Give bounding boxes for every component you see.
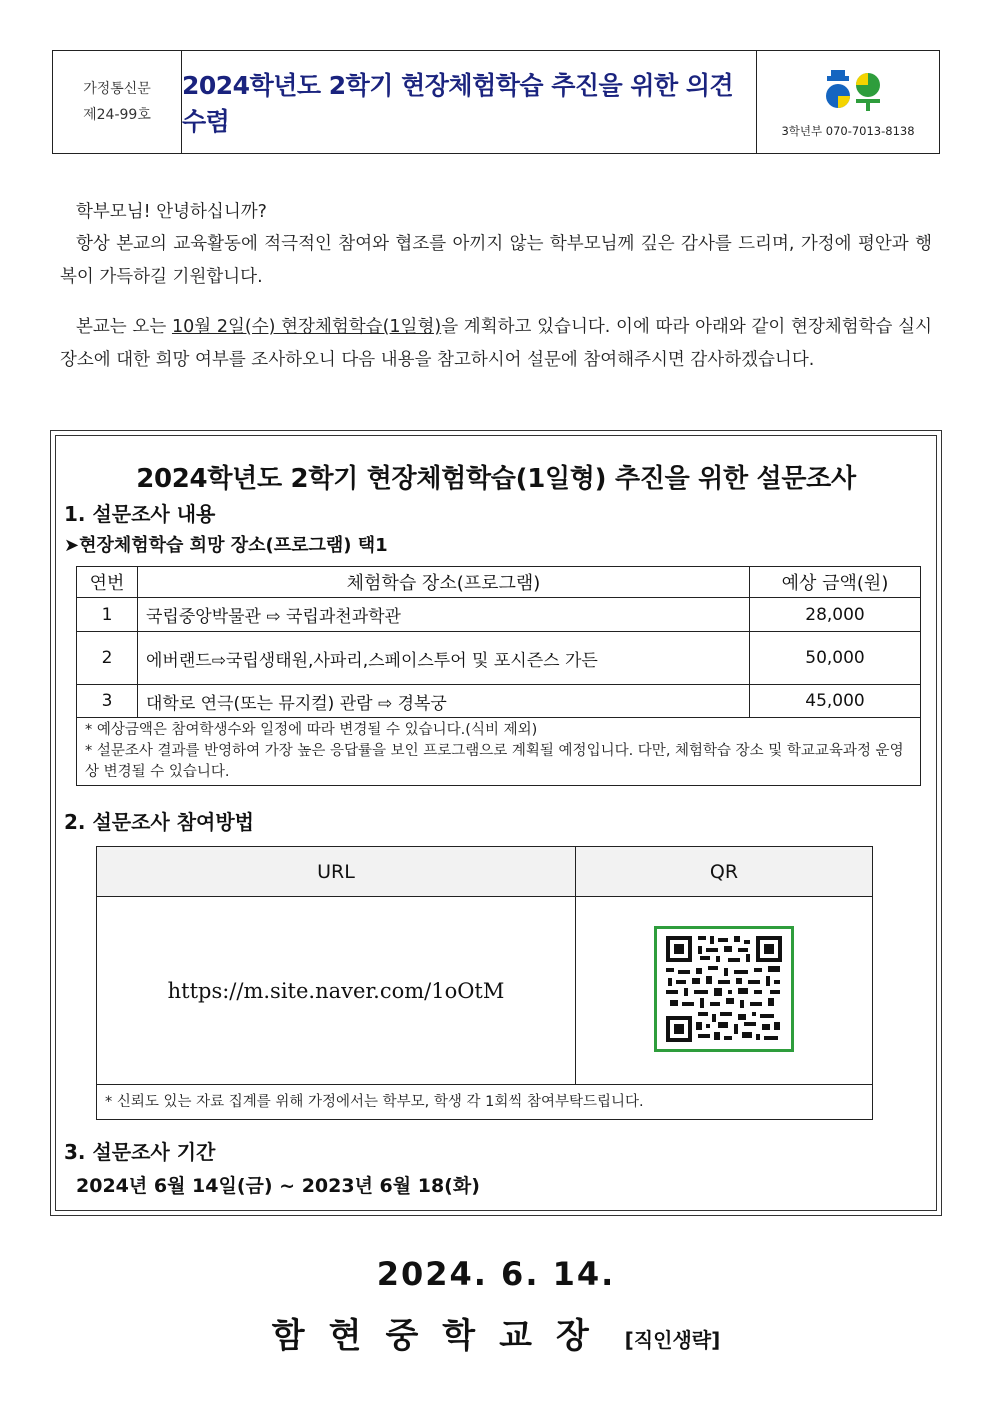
survey-url[interactable]: https://m.site.naver.com/1oOtM — [97, 897, 576, 1085]
issue-date: 2024. 6. 14. — [376, 1255, 616, 1293]
col-qr: QR — [576, 847, 873, 897]
letter-category: 가정통신문 — [83, 81, 151, 97]
col-place: 체험학습 장소(프로그램) — [138, 567, 750, 598]
table-row — [77, 685, 921, 718]
table-row — [77, 598, 921, 632]
table-notes — [77, 718, 921, 786]
qr-code[interactable] — [654, 926, 794, 1052]
participation-table — [96, 846, 873, 1120]
row-place: 국립중앙박물관 ⇨ 국립과천과학관 — [138, 598, 750, 632]
intro-p2-pre: 본교는 오는 — [76, 317, 172, 337]
qr-cell — [576, 897, 873, 1085]
event-date: 10월 2일(수) 현장체험학습(1일형) — [171, 317, 442, 337]
survey-inner — [55, 435, 937, 1211]
participation-note: * 신뢰도 있는 자료 집계를 위해 가정에서는 학부모, 학생 각 1회씩 참여부탁드립니다. — [97, 1085, 873, 1120]
survey-title: 2024학년도 2학기 현장체험학습(1일형) 추진을 위한 설문조사 — [136, 464, 856, 494]
participation-note-row — [97, 1085, 873, 1120]
contact-info: 3학년부 070-7013-8138 — [781, 124, 915, 138]
letter-header — [52, 50, 940, 154]
letter-number: 제24-99호 — [83, 107, 151, 123]
school-logo-area — [757, 51, 939, 153]
row-no: 1 — [77, 598, 138, 632]
section-3-heading: 3. 설문조사 기간 — [64, 1140, 216, 1164]
greeting: 학부모님! 안녕하십니까? — [76, 202, 267, 222]
table-notes-row — [77, 718, 921, 786]
intro-paragraph-1: 항상 본교의 교육활동에 적극적인 참여와 협조를 아끼지 않는 학부모님께 깊은 감사를 드리며, 가정에 평안과 행복이 가득하길 기원합니다. — [60, 234, 932, 287]
row-cost: 28,000 — [750, 598, 921, 632]
participation-row — [97, 897, 873, 1085]
section-1-heading: 1. 설문조사 내용 — [64, 502, 216, 526]
participation-header-row — [97, 847, 873, 897]
table-header-row — [77, 567, 921, 598]
note-cost: * 예상금액은 참여학생수와 일정에 따라 변경될 수 있습니다.(식비 제외) — [85, 722, 538, 738]
intro-p2-post: 을 계획하고 있습니다. 이에 따라 아래와 같이 현장체험학습 실시 장소에 대한 희망 여부를 조사하오니 다음 내용을 참고하시어 설문에 참여해주시면 감사하겠습니다. — [60, 317, 932, 370]
survey-period: 2024년 6월 14일(금) ~ 2023년 6월 18(화) — [76, 1175, 480, 1197]
col-url: URL — [97, 847, 576, 897]
row-no: 3 — [77, 685, 138, 718]
program-choice-heading: ➤현장체험학습 희망 장소(프로그램) 택1 — [64, 535, 388, 556]
survey-box — [50, 430, 942, 1216]
section-2-heading: 2. 설문조사 참여방법 — [64, 810, 254, 834]
intro-paragraph-2 — [60, 311, 932, 377]
signer-name: 함현중학교장 — [271, 1316, 613, 1356]
row-no: 2 — [77, 632, 138, 685]
program-table — [76, 566, 921, 786]
row-place: 대학로 연극(또는 뮤지컬) 관람 ⇨ 경복궁 — [138, 685, 750, 718]
note-program: * 설문조사 결과를 반영하여 가장 높은 응답률을 보인 프로그램으로 계획될 예정입니다. 다만, 체험학습 장소 및 학교교육과정 운영상 변경될 수 있습니다. — [85, 743, 904, 780]
page-title: 2024학년도 2학기 현장체험학습 추진을 위한 의견수렴 — [182, 51, 757, 153]
school-logo — [823, 69, 887, 113]
letter-id — [53, 51, 182, 153]
seal-note: [직인생략] — [624, 1328, 721, 1352]
row-cost: 45,000 — [750, 685, 921, 718]
table-row — [77, 632, 921, 685]
signature-line — [0, 1308, 992, 1357]
col-cost: 예상 금액(원) — [750, 567, 921, 598]
col-no: 연번 — [77, 567, 138, 598]
row-cost: 50,000 — [750, 632, 921, 685]
row-place: 에버랜드⇨국립생태원,사파리,스페이스투어 및 포시즌스 가든 — [138, 632, 750, 685]
